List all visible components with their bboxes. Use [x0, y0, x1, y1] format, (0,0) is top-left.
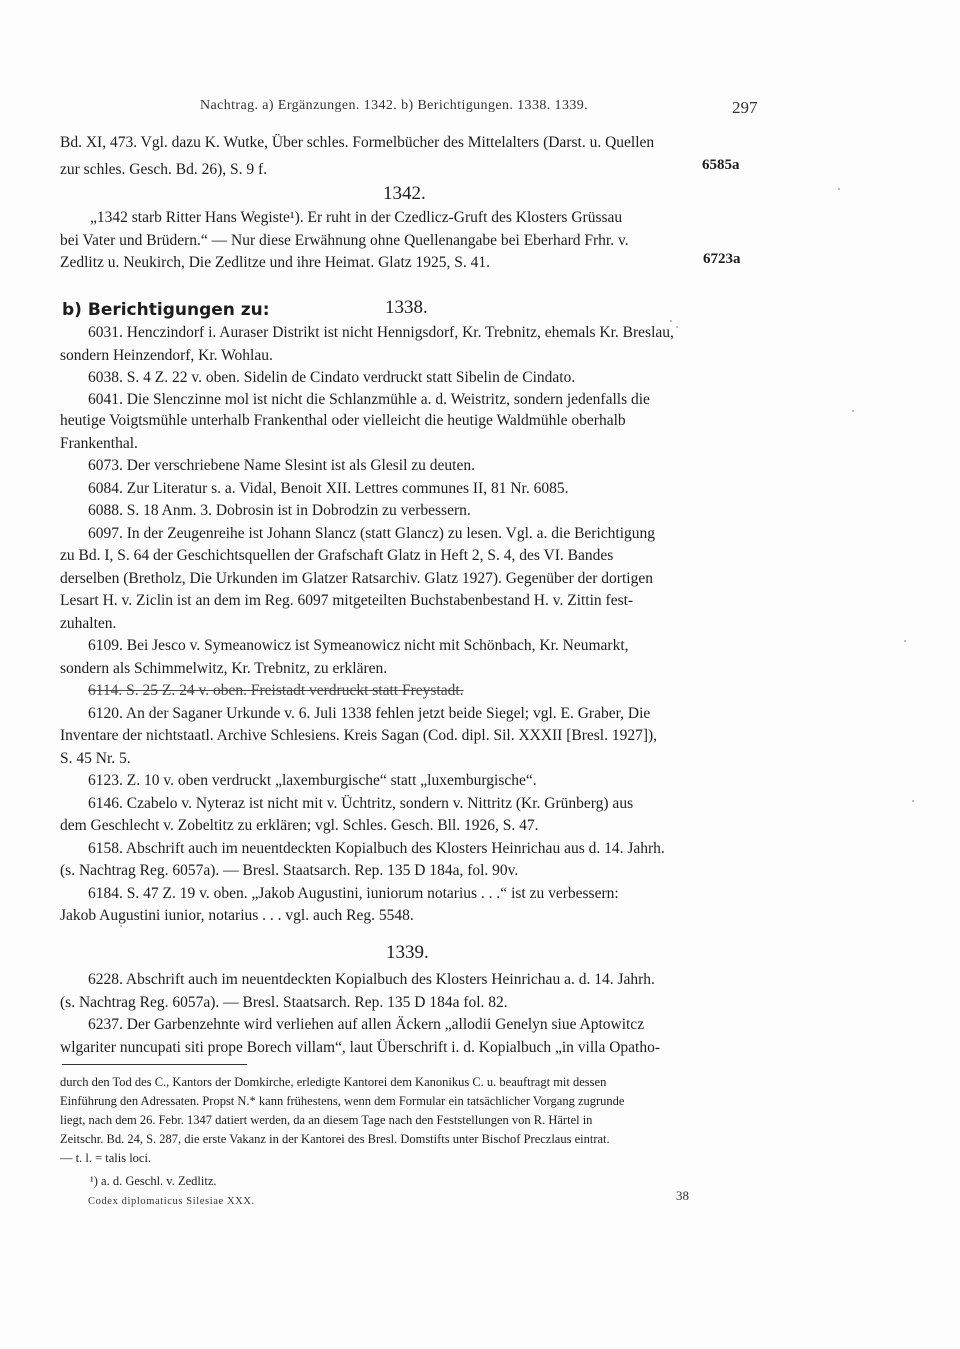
scan-speck	[912, 800, 914, 802]
text-line: 6038. S. 4 Z. 22 v. oben. Sidelin de Cindato verdruckt statt Sibelin de Cindato.	[88, 369, 576, 386]
text-line: 6158. Abschrift auch im neuentdeckten Kopialbuch des Klosters Heinrichau aus d. 14. Jahrh.	[88, 840, 665, 857]
register-ref: 6723a	[703, 251, 741, 267]
text-line: 6097. In der Zeugenreihe ist Johann Slancz (statt Glancz) zu lesen. Vgl. a. die Berichtigung	[88, 525, 656, 542]
text-line: (s. Nachtrag Reg. 6057a). — Bresl. Staatsarch. Rep. 135 D 184a, fol. 90v.	[60, 862, 519, 879]
text-line: S. 45 Nr. 5.	[60, 750, 131, 767]
text-line: „1342 starb Ritter Hans Wegiste¹). Er ruht in der Czedlicz-Gruft des Klosters Grüssau	[90, 209, 623, 226]
register-ref: 6585a	[702, 157, 740, 173]
footnote-line: durch den Tod des C., Kantors der Domkirche, erledigte Kantorei dem Kanonikus C. u. beauftragt mit dessen	[60, 1075, 607, 1089]
signature-mark: 38	[676, 1188, 689, 1203]
footnote-rule	[62, 1064, 247, 1065]
scan-speck	[670, 320, 672, 322]
text-line: 6228. Abschrift auch im neuentdeckten Kopialbuch des Klosters Heinrichau a. d. 14. Jahrh.	[88, 971, 655, 988]
text-line: 6237. Der Garbenzehnte wird verliehen auf allen Äckern „allodii Genelyn siue Aptowitcz	[88, 1016, 645, 1033]
text-line: derselben (Bretholz, Die Urkunden im Glatzer Ratsarchiv. Glatz 1927). Gegenüber der dortigen	[60, 570, 653, 587]
text-line: wlgariter nuncupati siti prope Borech villam“, laut Überschrift i. d. Kopialbuch „in villa Opatho-	[60, 1039, 661, 1056]
text-line: 6109. Bei Jesco v. Symeanowicz ist Symeanowicz nicht mit Schönbach, Kr. Neumarkt,	[88, 637, 629, 654]
scan-speck	[852, 410, 854, 412]
text-line: Jakob Augustini iunior, notarius . . . vgl. auch Reg. 5548.	[60, 907, 414, 924]
text-line: 6084. Zur Literatur s. a. Vidal, Benoit XII. Lettres communes II, 81 Nr. 6085.	[88, 480, 569, 497]
text-line: 6088. S. 18 Anm. 3. Dobrosin ist in Dobrodzin zu verbessern.	[88, 502, 471, 519]
scan-speck	[676, 326, 678, 328]
text-line: Lesart H. v. Ziclin ist an dem im Reg. 6097 mitgeteilten Buchstabenbestand H. v. Zittin fest-	[60, 592, 634, 609]
footnote-line: Zeitschr. Bd. 24, S. 287, die erste Vakanz in der Kantorei des Bresl. Domstifts unter Bischof Preczlaus eintrat.	[60, 1132, 610, 1146]
text-line: 6120. An der Saganer Urkunde v. 6. Juli 1338 fehlen jetzt beide Siegel; vgl. E. Graber, Die	[88, 705, 651, 722]
text-line: Frankenthal.	[60, 435, 138, 452]
text-line: 6031. Henczindorf i. Auraser Distrikt ist nicht Hennigsdorf, Kr. Trebnitz, ehemals Kr. Breslau,	[88, 324, 674, 341]
running-header: Nachtrag. a) Ergänzungen. 1342. b) Berichtigungen. 1338. 1339.	[200, 98, 589, 113]
text-line: 6041. Die Slenczinne mol ist nicht die Schlanzmühle a. d. Weistritz, sondern jedenfalls die	[88, 391, 650, 408]
scan-speck	[838, 188, 840, 190]
text-line: (s. Nachtrag Reg. 6057a). — Bresl. Staatsarch. Rep. 135 D 184a fol. 82.	[60, 994, 508, 1011]
scan-speck	[120, 925, 122, 927]
text-line: bei Vater und Brüdern.“ — Nur diese Erwähnung ohne Quellenangabe bei Eberhard Frhr. v.	[60, 232, 629, 249]
section-heading-1338: 1338.	[385, 297, 428, 318]
text-line: zuhalten.	[60, 615, 117, 632]
section-heading-1339: 1339.	[386, 942, 429, 963]
text-line: Zedlitz u. Neukirch, Die Zedlitze und ihre Heimat. Glatz 1925, S. 41.	[60, 254, 491, 271]
text-line: 6184. S. 47 Z. 19 v. oben. „Jakob Augustini, iuniorum notarius . . .“ ist zu verbessern:	[88, 885, 619, 902]
text-line: heutige Voigtsmühle unterhalb Frankenthal oder vielleicht die heutige Waldmühle oberhalb	[60, 412, 626, 429]
footnote-line: Einführung den Adressaten. Propst N.* kann frühestens, wenn dem Formular ein tatsächlicher Vorgang zugrunde	[60, 1094, 625, 1108]
footnote-line: ¹) a. d. Geschl. v. Zedlitz.	[90, 1174, 217, 1188]
text-line: sondern Heinzendorf, Kr. Wohlau.	[60, 347, 273, 364]
text-line: zur schles. Gesch. Bd. 26), S. 9 f.	[60, 161, 268, 178]
corrections-heading: b) Berichtigungen zu:	[62, 300, 270, 320]
text-line: 6123. Z. 10 v. oben verdruckt „laxemburgische“ statt „luxemburgische“.	[88, 772, 537, 789]
text-line: 6073. Der verschriebene Name Slesint ist als Glesil zu deuten.	[88, 457, 475, 474]
text-line: zu Bd. I, S. 64 der Geschichtsquellen der Grafschaft Glatz in Heft 2, S. 4, des VI. Bandes	[60, 547, 614, 564]
series-footer: Codex diplomaticus Silesiae XXX.	[88, 1196, 255, 1207]
text-line: Bd. XI, 473. Vgl. dazu K. Wutke, Über schles. Formelbücher des Mittelalters (Darst. u. Quellen	[60, 134, 655, 151]
footnote-line: liegt, nach dem 26. Febr. 1347 datiert werden, da an diesem Tage nach den Feststellungen von R. Härtel in	[60, 1113, 593, 1127]
text-line: dem Geschlecht v. Zobeltitz zu erklären; vgl. Schles. Gesch. Bll. 1926, S. 47.	[60, 817, 539, 834]
footnote-line: — t. l. = talis loci.	[60, 1151, 152, 1165]
text-line: sondern als Schimmelwitz, Kr. Trebnitz, zu erklären.	[60, 660, 388, 677]
section-heading-1342: 1342.	[383, 183, 426, 204]
page-number: 297	[732, 98, 758, 117]
struck-text-line: 6114. S. 25 Z. 24 v. oben. Freistadt verdruckt statt Freystadt.	[88, 682, 464, 699]
text-line: Inventare der nichtstaatl. Archive Schlesiens. Kreis Sagan (Cod. dipl. Sil. XXXII [Bresl. 1927]),	[60, 727, 658, 744]
text-line: 6146. Czabelo v. Nyteraz ist nicht mit v. Üchtritz, sondern v. Nittritz (Kr. Grünberg) aus	[88, 795, 634, 812]
scan-speck	[904, 640, 906, 642]
